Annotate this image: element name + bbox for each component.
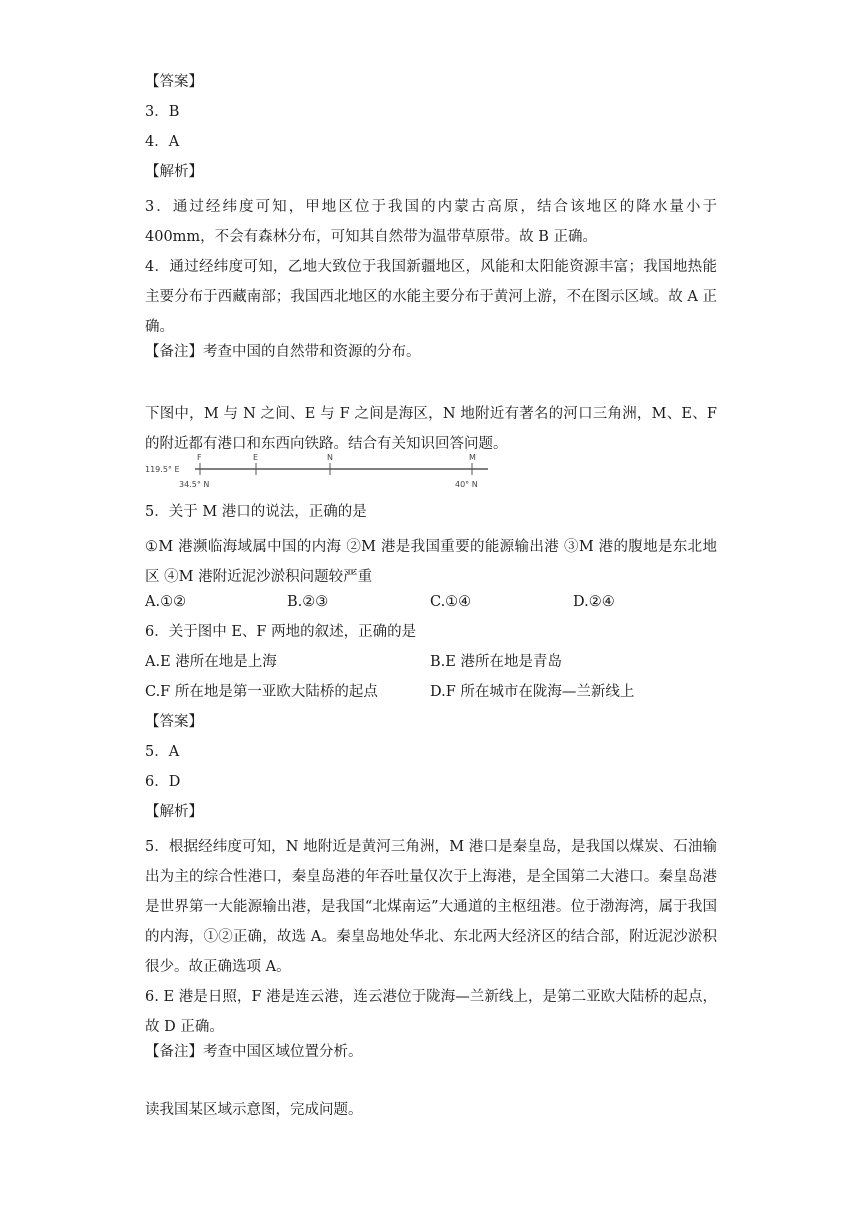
right-latitude-label: 40° N	[455, 480, 478, 489]
answer-label: 【答案】	[145, 74, 203, 90]
question-6-option-a: A.E 港所在地是上海	[145, 654, 277, 670]
answer-item: 3．B	[145, 104, 180, 120]
analysis-paragraph-6: 6. E 港是日照，F 港是连云港，连云港位于陇海—兰新线上，是第二亚欧大陆桥的起点，故 D 正确。	[145, 989, 717, 1035]
question-5-stem: 5．关于 M 港口的说法，正确的是	[145, 504, 367, 520]
answer-item: 6．D	[145, 774, 181, 790]
analysis-label: 【解析】	[145, 164, 203, 180]
latitude-longitude-diagram	[145, 451, 495, 493]
question-5-option-a: A.①②	[145, 594, 187, 610]
note: 【备注】考查中国的自然带和资源的分布。	[145, 344, 421, 360]
left-longitude-label: 119.5° E	[145, 465, 180, 474]
question-5-option-d: D.②④	[573, 594, 615, 610]
analysis-label: 【解析】	[145, 804, 203, 820]
point-label-E: E	[253, 453, 259, 462]
answer-item: 5．A	[145, 744, 180, 760]
point-label-M: M	[469, 453, 476, 462]
question-5-option-b: B.②③	[287, 594, 329, 610]
analysis-paragraph-3: 3．通过经纬度可知，甲地区位于我国的内蒙古高原，结合该地区的降水量小于 400mm，不会有森林分布，可知其自然带为温带草原带。故 B 正确。	[145, 199, 717, 245]
question-intro: 下图中，M 与 N 之间、E 与 F 之间是海区，N 地附近有著名的河口三角洲，M、E、F 的附近都有港口和东西向铁路。结合有关知识回答问题。	[145, 406, 717, 452]
question-6-option-b: B.E 港所在地是青岛	[430, 654, 562, 670]
analysis-paragraph-4: 4．通过经纬度可知，乙地大致位于我国新疆地区，风能和太阳能资源丰富；我国地热能主要分布于西藏南部；我国西北地区的水能主要分布于黄河上游，不在图示区域。故 A 正确。	[145, 259, 717, 335]
answer-label: 【答案】	[145, 714, 203, 730]
answer-item: 4．A	[145, 134, 180, 150]
question-5-statements: ①M 港濒临海域属中国的内海 ②M 港是我国重要的能源输出港 ③M 港的腹地是东北地区 ④M 港附近泥沙淤积问题较严重	[145, 539, 717, 585]
question-6-option-c: C.F 所在地是第一亚欧大陆桥的起点	[145, 684, 378, 700]
next-question-intro: 读我国某区域示意图，完成问题。	[145, 1102, 363, 1118]
question-5-option-c: C.①④	[430, 594, 472, 610]
point-label-N: N	[327, 453, 333, 462]
note: 【备注】考查中国区域位置分析。	[145, 1044, 363, 1060]
left-latitude-label: 34.5° N	[179, 480, 210, 489]
question-6-stem: 6．关于图中 E、F 两地的叙述，正确的是	[145, 624, 417, 640]
question-6-option-d: D.F 所在城市在陇海—兰新线上	[430, 684, 635, 700]
point-label-F: F	[197, 453, 202, 462]
analysis-paragraph-5: 5．根据经纬度可知，N 地附近是黄河三角洲，M 港口是秦皇岛，是我国以煤炭、石油输出为主的综合性港口，秦皇岛港的年吞吐量仅次于上海港，是全国第二大港口。秦皇岛港是世界第一大能源输出港，是我国“北煤南运”大通道的主枢纽港。位于渤海湾，属于我国的内海，①②正确，故选 A。秦皇岛地处华北、东北两大经济区的结合部，附近泥沙淤积很少。故正确选项 A。	[145, 839, 717, 975]
